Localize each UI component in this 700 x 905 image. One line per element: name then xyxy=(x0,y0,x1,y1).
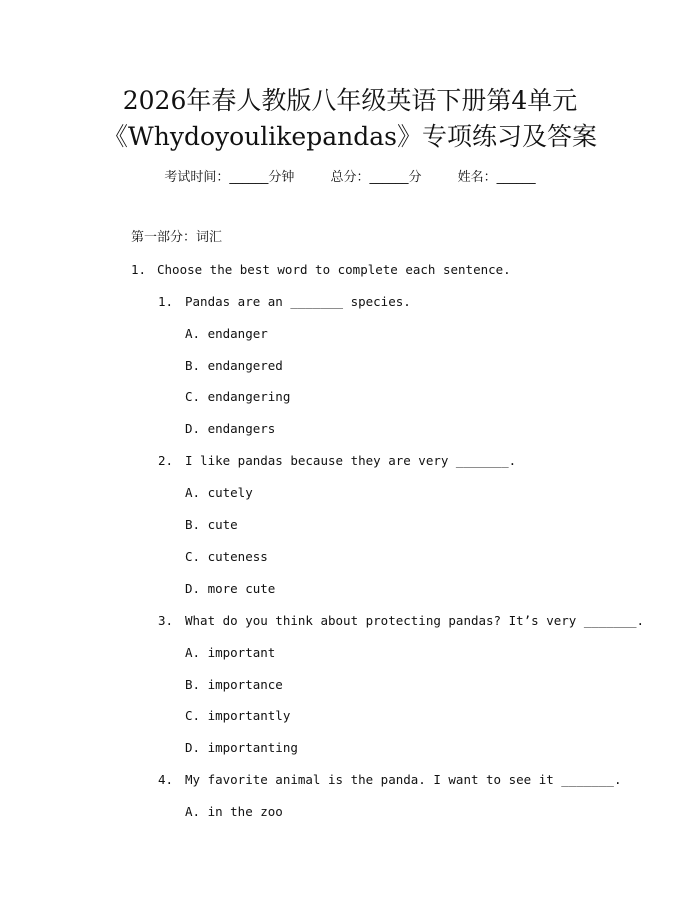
option-item: B. endangered xyxy=(185,358,283,373)
exam-info-row xyxy=(0,169,700,187)
question-text: What do you think about protecting pandas? It’s very _______. xyxy=(185,613,645,628)
section-title: 第一部分：词汇 xyxy=(131,230,223,245)
option-item: A. important xyxy=(185,645,276,660)
question-number: 4. xyxy=(158,772,174,787)
task-number: 1. xyxy=(131,262,147,277)
option-item: C. importantly xyxy=(185,708,291,723)
option-item: D. more cute xyxy=(185,581,276,596)
option-item: B. cute xyxy=(185,517,238,532)
option-item: C. cuteness xyxy=(185,549,268,564)
question-text: My favorite animal is the panda. I want to see it _______. xyxy=(185,772,622,787)
document-title-line-2: 《Whydoyoulikepandas》专项练习及答案 xyxy=(103,122,597,151)
question-text: Pandas are an _______ species. xyxy=(185,294,411,309)
option-item: D. endangers xyxy=(185,421,276,436)
option-item: A. cutely xyxy=(185,485,253,500)
total-score-field: 总分：______分 xyxy=(330,170,422,185)
question-number: 1. xyxy=(158,294,174,309)
option-item: A. in the zoo xyxy=(185,804,283,819)
document-title-line-1: 2026年春人教版八年级英语下册第4单元 xyxy=(122,86,578,115)
option-item: D. importanting xyxy=(185,740,298,755)
question-text: I like pandas because they are very _______. xyxy=(185,453,517,468)
option-item: B. importance xyxy=(185,677,283,692)
question-number: 2. xyxy=(158,453,174,468)
option-item: C. endangering xyxy=(185,389,291,404)
question-number: 3. xyxy=(158,613,174,628)
exam-time-field: 考试时间：______分钟 xyxy=(164,170,295,185)
name-field: 姓名：______ xyxy=(457,170,536,185)
task-instruction: Choose the best word to complete each sentence. xyxy=(157,262,511,277)
option-item: A. endanger xyxy=(185,326,268,341)
